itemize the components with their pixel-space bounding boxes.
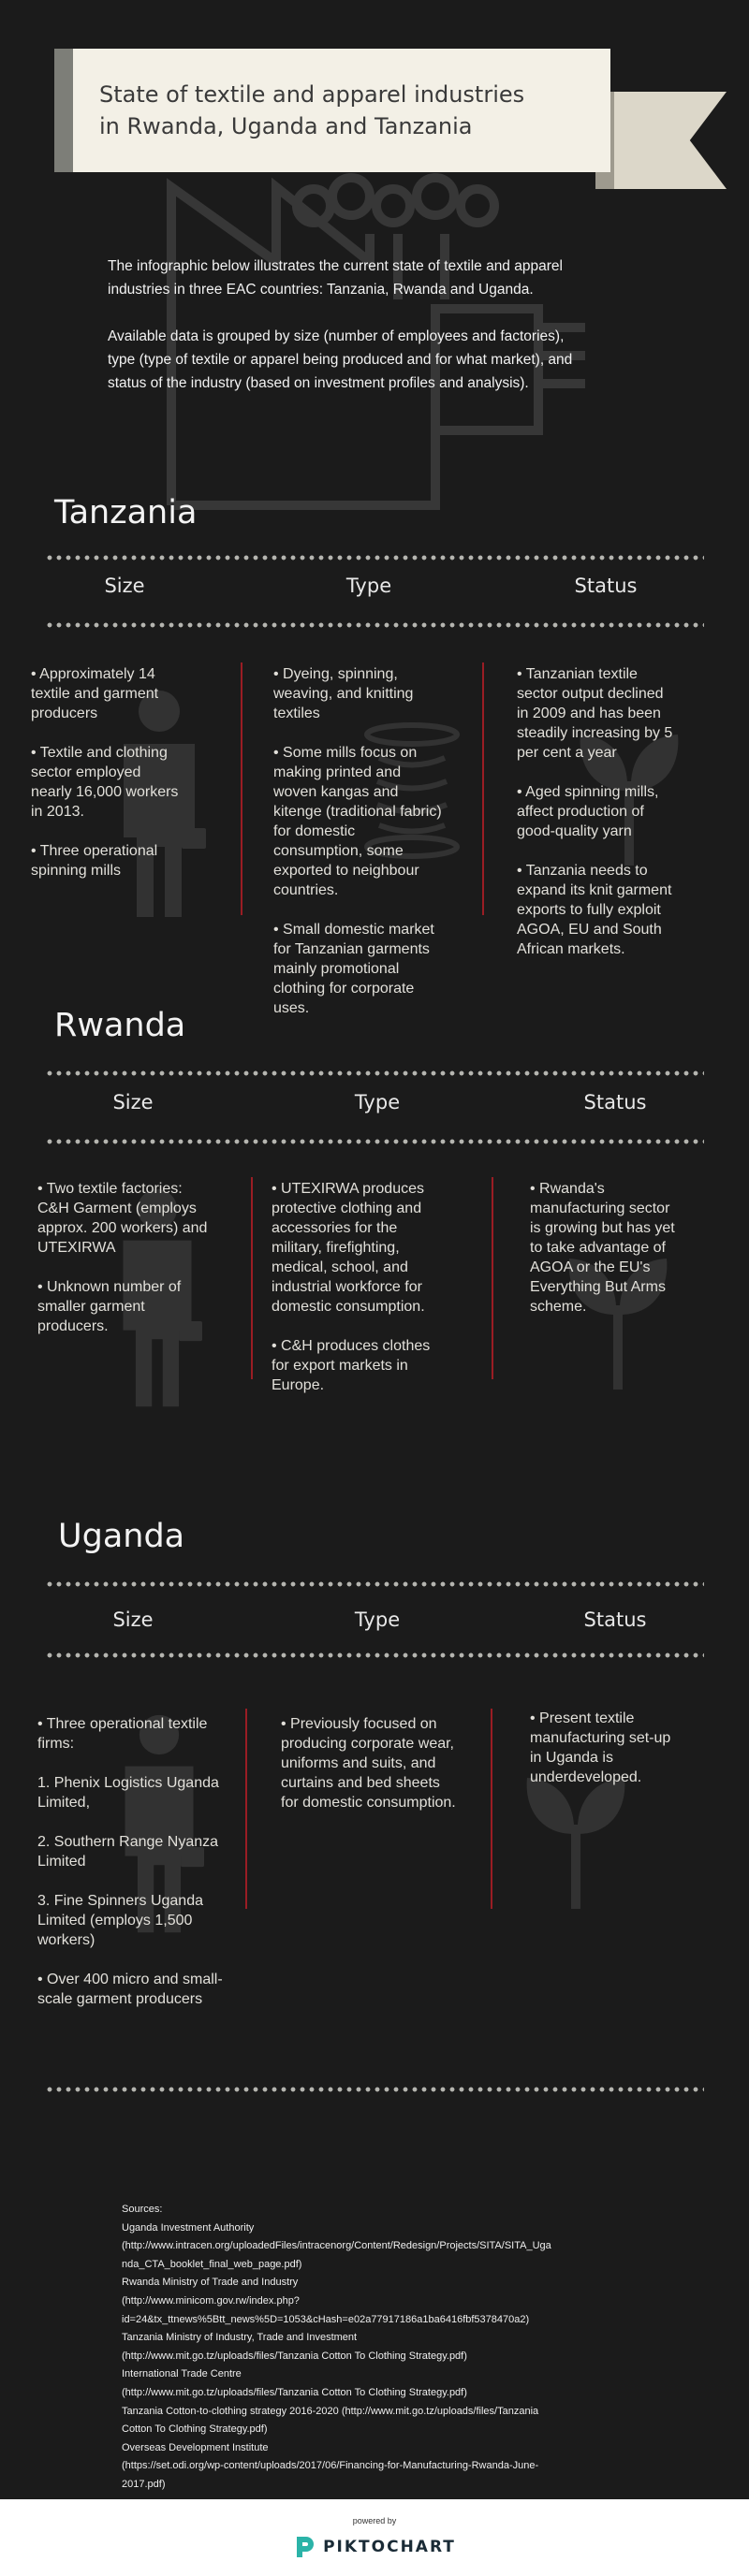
uganda-title: Uganda bbox=[58, 1518, 185, 1555]
list-item: • Tanzania needs to expand its knit garment exports to fully exploit AGOA, EU and South African markets. bbox=[517, 863, 672, 957]
tanzania-type-text bbox=[273, 664, 442, 1038]
list-item: • Some mills focus on making printed and woven kangas and kitenge (traditional fabric) for domestic consumption, some exported to neighbour countries. bbox=[273, 745, 442, 898]
list-item: • Two textile factories: C&H Garment (employs approx. 200 workers) and UTEXIRWA bbox=[37, 1181, 208, 1256]
divider-dots bbox=[45, 555, 704, 560]
rwanda-type-header: Type bbox=[354, 1091, 401, 1113]
divider-dots bbox=[45, 1139, 704, 1144]
column-divider bbox=[491, 1709, 492, 1909]
source-line: (http://www.intracen.org/uploadedFiles/intracenorg/Content/Redesign/Projects/SITA/SITA_Uga bbox=[122, 2240, 551, 2252]
title-banner bbox=[73, 49, 610, 172]
tanzania-size-text bbox=[31, 664, 181, 900]
list-item: • Three operational spinning mills bbox=[31, 843, 158, 879]
list-item: • Unknown number of smaller garment producers. bbox=[37, 1279, 182, 1334]
source-line: Cotton To Clothing Strategy.pdf) bbox=[122, 2423, 268, 2436]
tanzania-title: Tanzania bbox=[54, 494, 198, 531]
rwanda-title: Rwanda bbox=[54, 1007, 186, 1044]
list-item: • C&H produces clothes for export markets in Europe. bbox=[272, 1338, 431, 1393]
banner-fold bbox=[54, 49, 73, 172]
tanzania-size-header: Size bbox=[104, 575, 145, 597]
list-item: • UTEXIRWA produces protective clothing and accessories for the military, firefighting, medical, school, and industrial workforce for domestic consumption. bbox=[272, 1181, 425, 1315]
intro-text bbox=[108, 255, 576, 418]
sources-label: Sources: bbox=[122, 2204, 163, 2215]
source-line: nda_CTA_booklet_final_web_page.pdf) bbox=[122, 2258, 302, 2270]
list-item: • Three operational textile firms: bbox=[37, 1716, 208, 1752]
list-item: • Small domestic market for Tanzanian garments mainly promotional clothing for corporate uses. bbox=[273, 922, 434, 1016]
rwanda-size-text bbox=[37, 1179, 215, 1356]
list-item: • Rwanda's manufacturing sector is growing but has yet to take advantage of AGOA or the EU's Everything But Arms scheme. bbox=[530, 1181, 675, 1315]
list-item: • Previously focused on producing corporate wear, uniforms and suits, and curtains and bed sheets for domestic consumption. bbox=[281, 1716, 456, 1811]
banner-tail bbox=[595, 92, 727, 189]
uganda-size-header: Size bbox=[112, 1608, 154, 1631]
rwanda-status-text bbox=[530, 1179, 680, 1336]
source-line: Overseas Development Institute bbox=[122, 2441, 269, 2453]
source-line: (http://www.mit.go.tz/uploads/files/Tanzania Cotton To Clothing Strategy.pdf) bbox=[122, 2386, 467, 2398]
footer bbox=[0, 2499, 749, 2576]
tanzania-status-header: Status bbox=[574, 575, 638, 597]
list-item: • Dyeing, spinning, weaving, and knitting textiles bbox=[273, 666, 414, 721]
divider-dots bbox=[45, 1652, 704, 1658]
source-line: (http://www.minicom.gov.rw/index.php? bbox=[122, 2294, 300, 2307]
uganda-status-text bbox=[530, 1709, 680, 1807]
piktochart-logo-icon bbox=[293, 2535, 316, 2559]
list-item: • Approximately 14 textile and garment producers bbox=[31, 666, 159, 721]
source-line: (https://set.odi.org/wp-content/uploads/2017/06/Financing-for-Manufacturing-Rwanda-June- bbox=[122, 2460, 539, 2472]
list-item: 2. Southern Range Nyanza Limited bbox=[37, 1834, 219, 1870]
column-divider bbox=[241, 662, 242, 915]
rwanda-size-header: Size bbox=[112, 1091, 154, 1113]
list-item: • Textile and clothing sector employed nearly 16,000 workers in 2013. bbox=[31, 745, 179, 820]
page-title-line2: in Rwanda, Uganda and Tanzania bbox=[99, 113, 473, 139]
source-line: Rwanda Ministry of Trade and Industry bbox=[122, 2277, 299, 2289]
source-line: 2017.pdf) bbox=[122, 2478, 166, 2490]
uganda-status-header: Status bbox=[583, 1608, 647, 1631]
column-divider bbox=[492, 1177, 493, 1379]
tanzania-status-text bbox=[517, 664, 676, 979]
column-divider bbox=[251, 1177, 253, 1379]
source-line: (http://www.mit.go.tz/uploads/files/Tanzania Cotton To Clothing Strategy.pdf) bbox=[122, 2350, 467, 2362]
divider-dots bbox=[45, 1070, 704, 1076]
piktochart-logo[interactable] bbox=[290, 2533, 459, 2561]
divider-dots bbox=[45, 622, 704, 628]
uganda-type-text bbox=[281, 1714, 459, 1832]
rwanda-status-header: Status bbox=[583, 1091, 647, 1113]
list-item: 1. Phenix Logistics Uganda Limited, bbox=[37, 1775, 219, 1811]
list-item: • Tanzanian textile sector output declined in 2009 and has been steadily increasing by 5 per cent a year bbox=[517, 666, 673, 761]
rwanda-type-text bbox=[272, 1179, 449, 1415]
source-line: Tanzania Cotton-to-clothing strategy 2016-2020 (http://www.mit.go.tz/uploads/files/Tanzania bbox=[122, 2405, 539, 2417]
source-line: Tanzania Ministry of Industry, Trade and Investment bbox=[122, 2332, 358, 2344]
divider-dots bbox=[45, 1581, 704, 1587]
sources-list bbox=[122, 2201, 618, 2495]
list-item: 3. Fine Spinners Uganda Limited (employs 1,500 workers) bbox=[37, 1893, 203, 1948]
source-line: International Trade Centre bbox=[122, 2368, 242, 2380]
uganda-size-text bbox=[37, 1714, 225, 2029]
piktochart-logo-text: PIKTOCHART bbox=[323, 2538, 456, 2556]
column-divider bbox=[482, 662, 484, 915]
intro-paragraph-1: The infographic below illustrates the current state of textile and apparel industries in three EAC countries: Tanzania, Rwanda and Uganda. bbox=[108, 258, 563, 298]
source-line: id=24&tx_ttnews%5Btt_news%5D=1053&cHash=e02a77917186a1ba6416fbf5378470a2) bbox=[122, 2313, 530, 2325]
tanzania-type-header: Type bbox=[345, 575, 392, 597]
source-line: Uganda Investment Authority bbox=[122, 2221, 255, 2234]
list-item: • Aged spinning mills, affect production of good-quality yarn bbox=[517, 784, 659, 839]
powered-by-label: powered by bbox=[352, 2516, 397, 2525]
page-title-line1: State of textile and apparel industries bbox=[99, 81, 525, 108]
divider-dots bbox=[45, 2087, 704, 2092]
list-item: • Present textile manufacturing set-up in Uganda is underdeveloped. bbox=[530, 1710, 671, 1785]
list-item: • Over 400 micro and small-scale garment producers bbox=[37, 1972, 223, 2007]
intro-paragraph-2: Available data is grouped by size (number of employees and factories), type (type of textile or apparel being produced and for what market), and status of the industry (based on investment profiles and analysis). bbox=[108, 328, 573, 391]
column-divider bbox=[245, 1709, 247, 1909]
uganda-type-header: Type bbox=[354, 1608, 401, 1631]
